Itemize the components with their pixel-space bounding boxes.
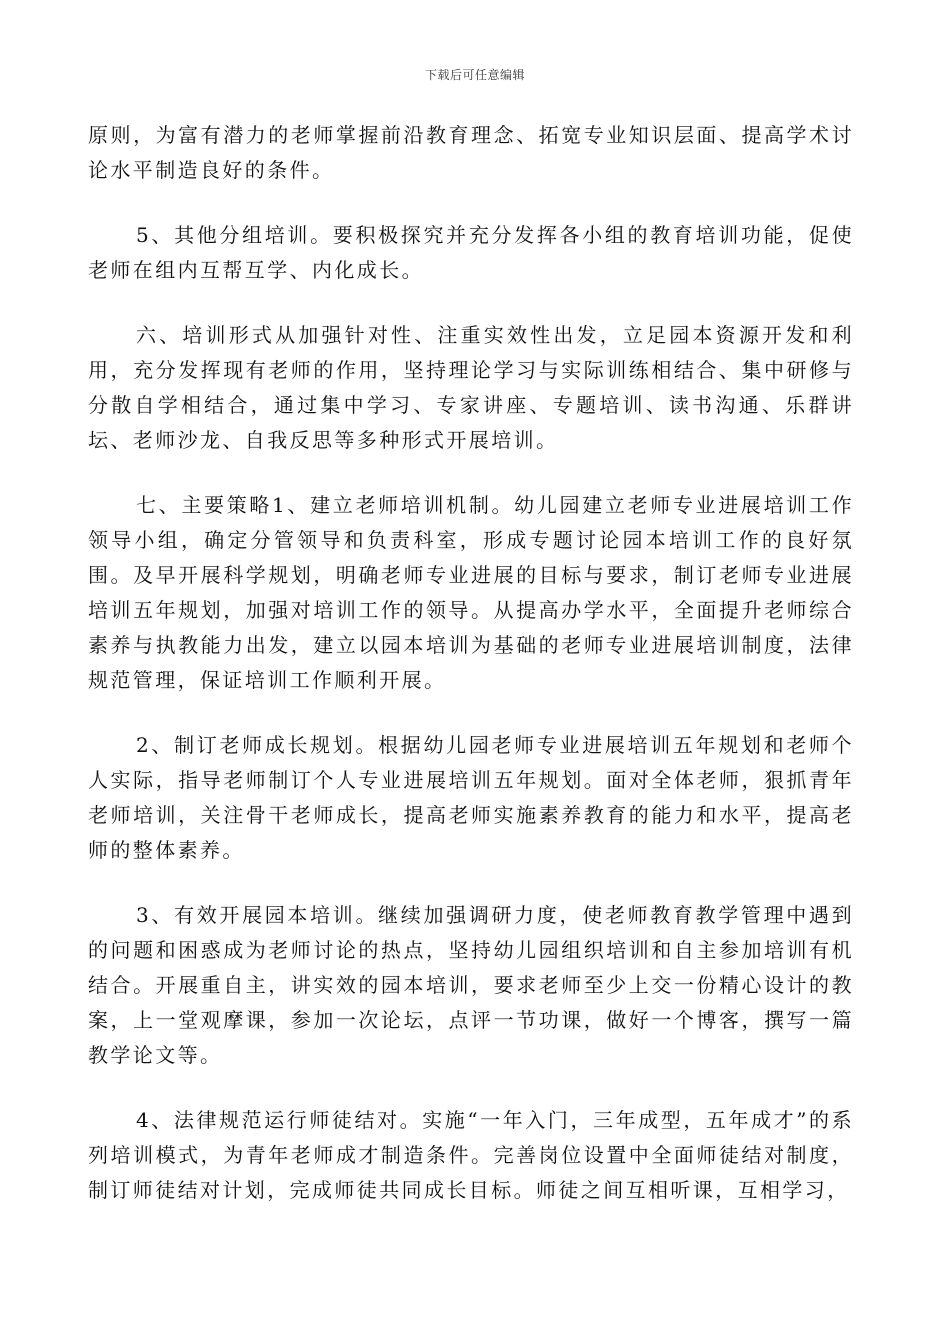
page-header-note: 下载后可任意编辑 (424, 68, 525, 82)
paragraph-main-strategies: 七、主要策略1、建立老师培训机制。幼儿园建立老师专业进展培训工作领导小组，确定分管领导和负责科室，形成专题讨论园本培训工作的良好氛围。及早开展科学规划，明确老师专业进展的目标与要求，制订老师专业进展培训五年规划，加强对培训工作的领导。从提高办学水平，全面提升老师综合素养与执教能力出发，建立以园本培训为基础的老师专业进展培训制度，法律规范管理，保证培训工作顺利开展。 (88, 493, 854, 692)
paragraph-continuation: 原则，为富有潜力的老师掌握前沿教育理念、拓宽专业知识层面、提高学术讨论水平制造良好的条件。 (88, 123, 854, 182)
paragraph-school-based-training: 3、有效开展园本培训。继续加强调研力度，使老师教育教学管理中遇到的问题和困惑成为老师讨论的热点，坚持幼儿园组织培训和自主参加培训有机结合。开展重自主，讲实效的园本培训，要求老师至少上交一份精心设计的教案，上一堂观摩课，参加一次论坛，点评一节功课，做好一个博客，撰写一篇教学论文等。 (88, 903, 854, 1067)
paragraph-mentorship: 4、法律规范运行师徒结对。实施“一年入门，三年成型，五年成才”的系列培训模式，为青年老师成才制造条件。完善岗位设置中全面师徒结对制度，制订师徒结对计划，完成师徒共同成长目标。师徒之间互相听课，互相学习， (88, 1108, 854, 1202)
paragraph-training-forms: 六、培训形式从加强针对性、注重实效性出发，立足园本资源开发和利用，充分发挥现有老师的作用，坚持理论学习与实际训练相结合、集中研修与分散自学相结合，通过集中学习、专家讲座、专题培训、读书沟通、乐群讲坛、老师沙龙、自我反思等多种形式开展培训。 (88, 323, 854, 452)
document-body (88, 118, 854, 1238)
paragraph-other-group-training: 5、其他分组培训。要积极探究并充分发挥各小组的教育培训功能，促使老师在组内互帮互学、内化成长。 (88, 223, 854, 282)
paragraph-growth-plan: 2、制订老师成长规划。根据幼儿园老师专业进展培训五年规划和老师个人实际，指导老师制订个人专业进展培训五年规划。面对全体老师，狠抓青年老师培训，关注骨干老师成长，提高老师实施素养教育的能力和水平，提高老师的整体素养。 (88, 733, 854, 862)
